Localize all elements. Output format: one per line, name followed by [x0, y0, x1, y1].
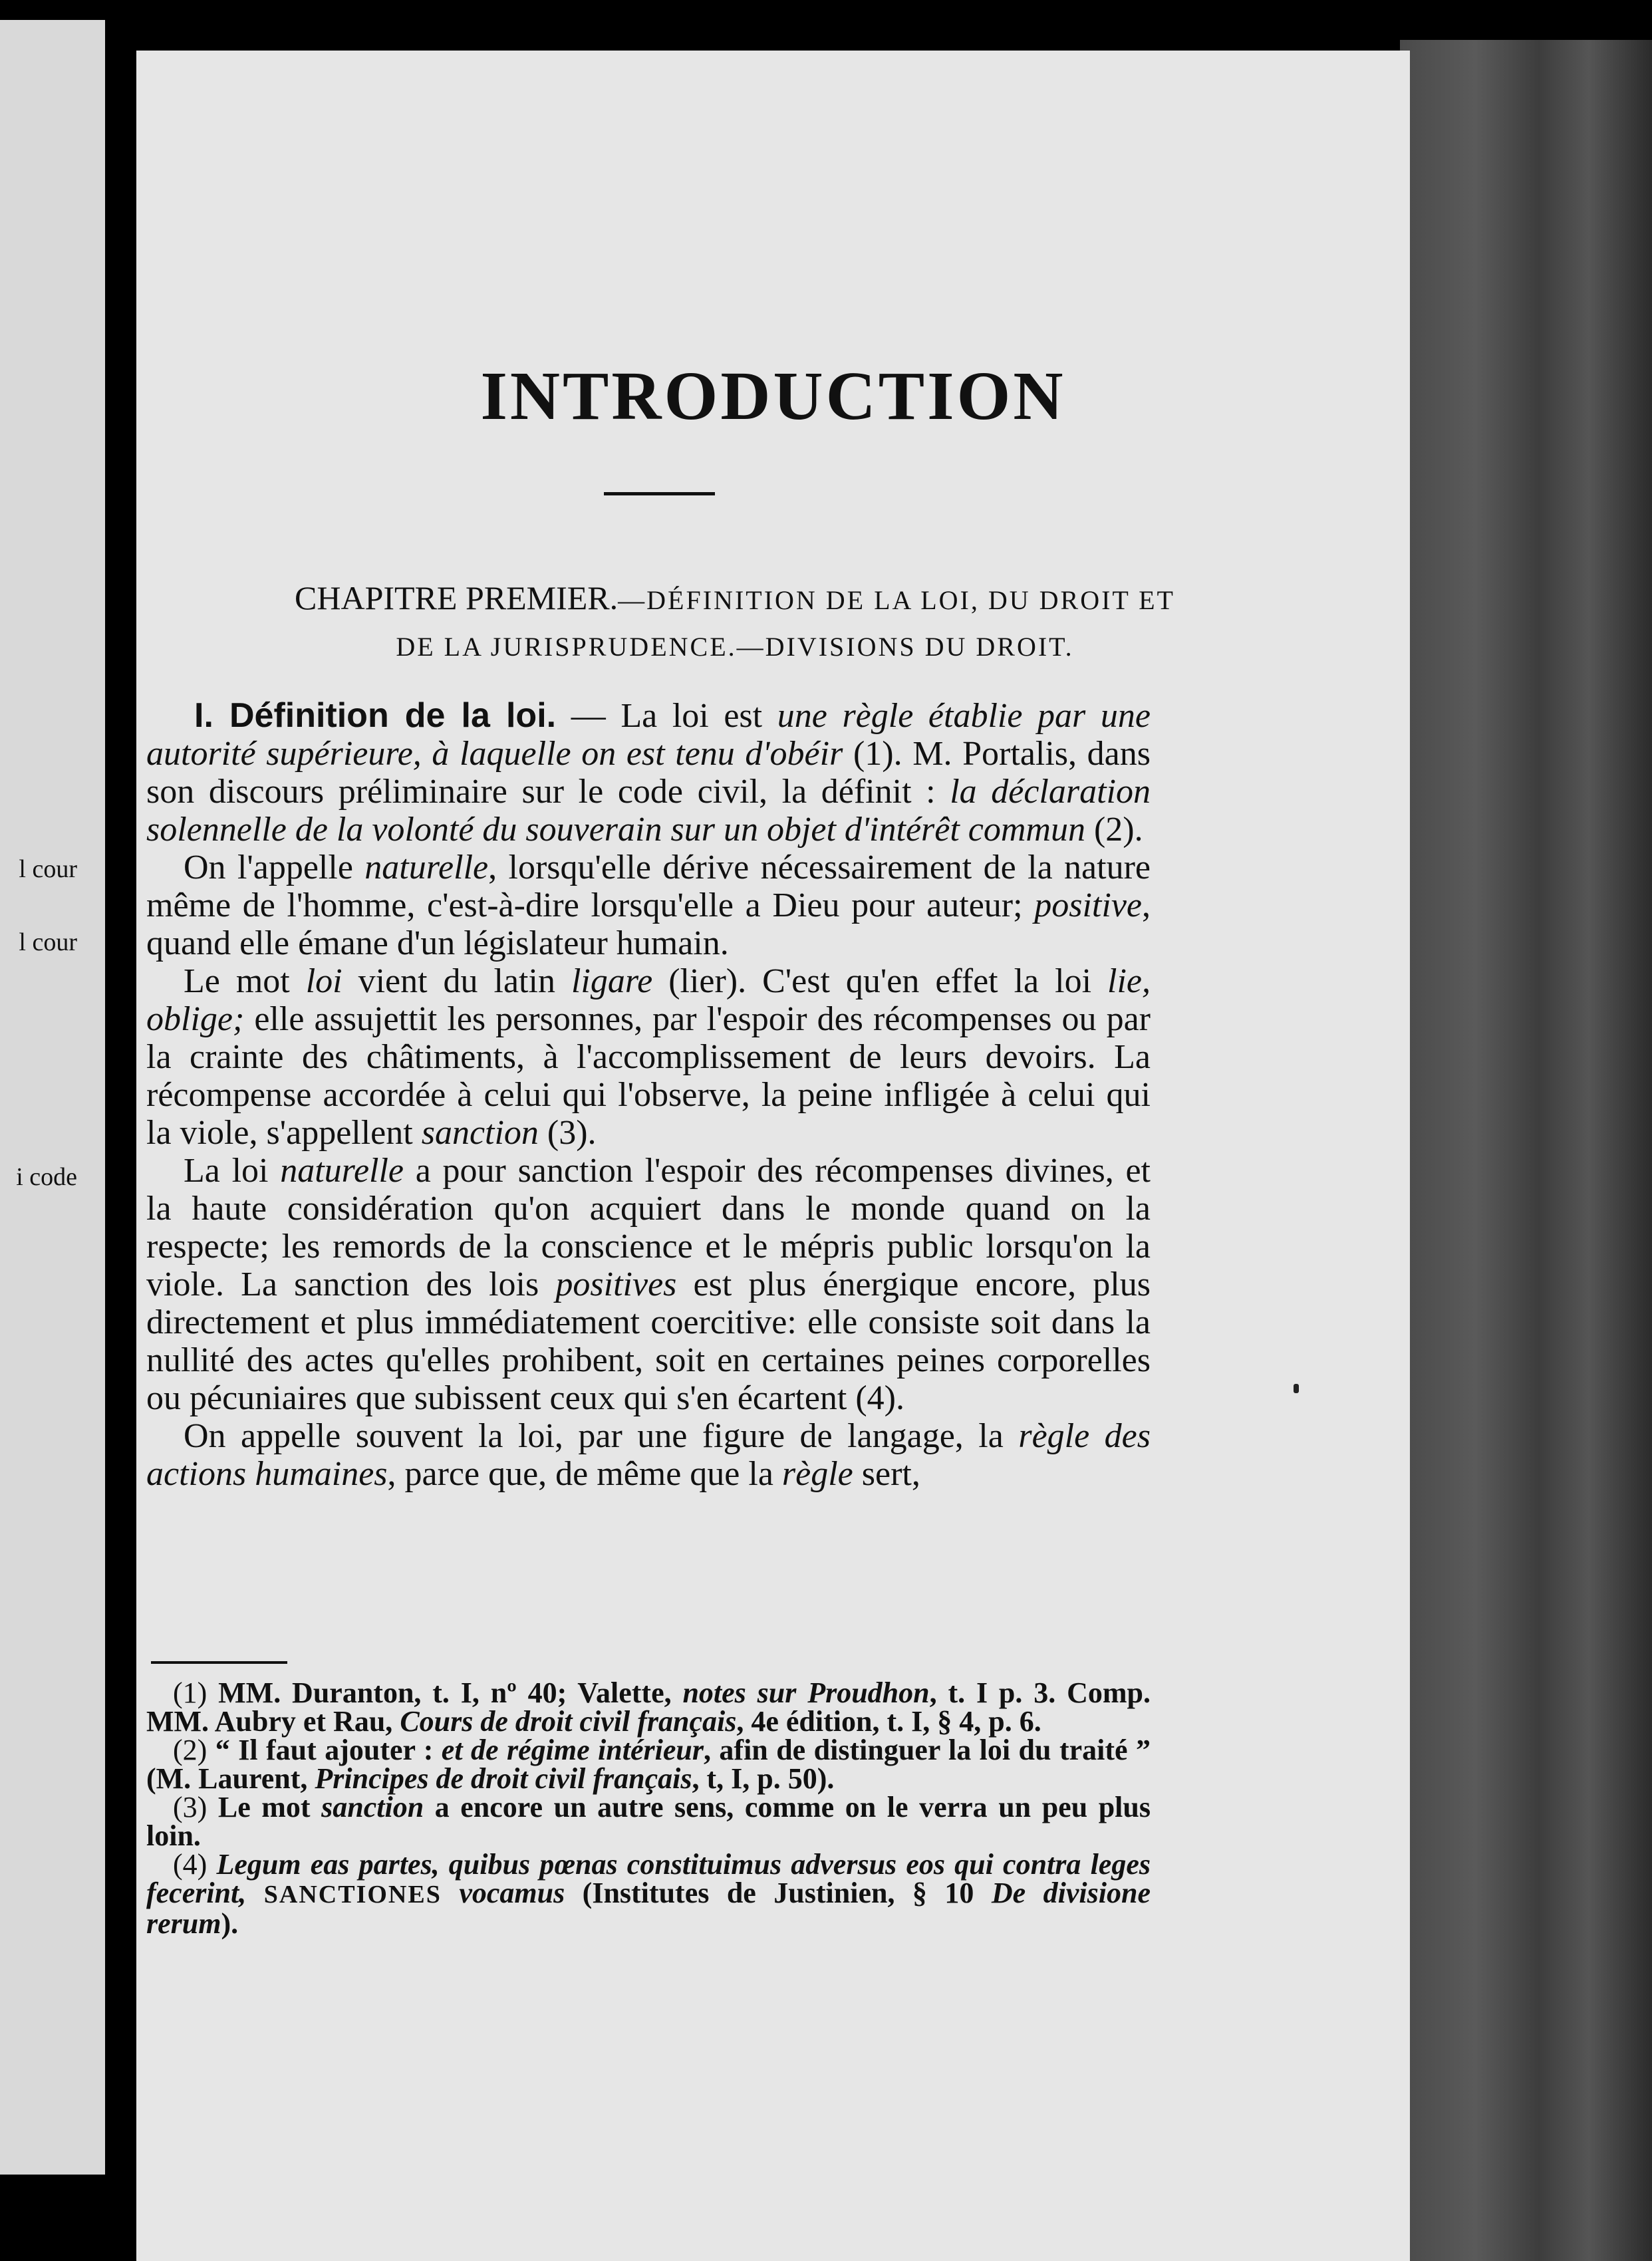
- small-caps-run: SANCTIONES: [263, 1881, 442, 1909]
- paragraph-natural-positive: [146, 849, 1151, 962]
- facing-page-fragment: i code: [16, 1163, 77, 1191]
- italic-run: et de régime intérieur: [441, 1734, 704, 1766]
- paragraph-sanction: [146, 1152, 1151, 1417]
- italic-run: naturelle: [280, 1152, 404, 1190]
- text-run: , lorsqu'elle dérive nécessairement de la nature même de l'homme, c'est-à-dire lorsqu'elle a Dieu pour auteur;: [146, 849, 1151, 924]
- text-run: ).: [221, 1907, 239, 1940]
- italic-run: positive: [1034, 886, 1142, 924]
- footnote-number: (1): [173, 1676, 207, 1709]
- footnotes: [146, 1678, 1151, 1938]
- scan-speck: [1294, 1384, 1299, 1393]
- footnote-number: (4): [173, 1848, 207, 1881]
- italic-run: ligare: [571, 962, 653, 1000]
- text-run: (lier). C'est qu'en effet la loi: [652, 962, 1107, 1000]
- text-run: , afin de distinguer la loi du traité ” (M. Laurent,: [146, 1734, 1151, 1795]
- text-run: “ Il faut ajouter :: [207, 1734, 442, 1766]
- italic-run: positives: [555, 1265, 677, 1303]
- italic-run: Cours de droit civil français: [400, 1705, 737, 1738]
- text-run: MM. Duranton, t. I, nº 40; Valette,: [207, 1676, 683, 1709]
- italic-run: vocamus: [441, 1877, 565, 1909]
- footnote-divider: [151, 1661, 287, 1664]
- facing-page-fragment: l cour: [19, 855, 77, 883]
- chapter-title-line2: DE LA JURISPRUDENCE.—DIVISIONS DU DROIT.: [396, 632, 1074, 662]
- italic-run: De divisione rerum: [146, 1877, 1151, 1940]
- italic-run: naturelle: [364, 849, 489, 886]
- text-run: , quand elle émane d'un législateur humain.: [146, 886, 1151, 962]
- text-run: (Institutes de Justinien, § 10: [565, 1877, 992, 1909]
- text-run: a pour sanction l'espoir des récompenses divines, et la haute considération qu'on acquiert dans le monde quand on la respecte; les remords de la conscience et le mépris public lorsqu'on la viole. La sanction des lois: [146, 1152, 1151, 1303]
- italic-run: une règle établie par une autorité supérieure, à laquelle on est tenu d'obéir: [146, 697, 1151, 773]
- italic-run: lie, oblige;: [146, 962, 1151, 1038]
- facing-page-fragment: l cour: [19, 928, 77, 956]
- text-run: est plus énergique encore, plus directement et plus immédiatement coercitive: elle consiste soit dans la nullité des actes qu'elles prohibent, soit en certaines peines corporelles ou pécuniaires que subissent ceux qui s'en écartent (4).: [146, 1265, 1151, 1417]
- text-run: La loi: [184, 1152, 281, 1190]
- italic-run: notes sur Proudhon: [682, 1676, 930, 1709]
- text-run: a encore un autre sens, comme on le verra un peu plus loin.: [146, 1791, 1151, 1852]
- text-run: , t. I p. 3. Comp. MM. Aubry et Rau,: [146, 1676, 1151, 1738]
- italic-run: règle des actions humaines: [146, 1417, 1151, 1493]
- text-run: Le mot: [207, 1791, 322, 1823]
- title-divider: [604, 492, 715, 495]
- italic-run: loi: [305, 962, 343, 1000]
- paragraph-etymology: [146, 962, 1151, 1152]
- footnote-4: [146, 1850, 1151, 1938]
- paragraph-definition: [146, 697, 1151, 849]
- italic-run: Legum eas partes, quibus pœnas constituimus adversus eos qui contra leges fecerint,: [146, 1848, 1151, 1909]
- text-run: vient du latin: [342, 962, 571, 1000]
- text-run: (3).: [538, 1114, 597, 1152]
- text-run: On l'appelle: [184, 849, 365, 886]
- italic-run: sanction: [421, 1114, 539, 1152]
- text-run: (2).: [1085, 811, 1143, 849]
- chapter-heading: [156, 576, 1313, 669]
- section-heading: I. Définition de la loi.: [194, 696, 557, 735]
- footnote-number: (2): [173, 1734, 207, 1766]
- text-run: , parce que, de même que la: [387, 1455, 782, 1493]
- book-binding-edge: [1400, 40, 1652, 2261]
- text-run: , 4e édition, t. I, § 4, p. 6.: [736, 1705, 1041, 1738]
- text-run: — La loi est: [556, 697, 777, 735]
- page-title: INTRODUCTION: [480, 358, 1066, 434]
- italic-run: Principes de droit civil français: [315, 1762, 692, 1795]
- footnote-1: [146, 1678, 1151, 1736]
- footnote-2: [146, 1736, 1151, 1793]
- paragraph-rule: [146, 1417, 1151, 1493]
- text-run: On appelle souvent la loi, par une figure de langage, la: [184, 1417, 1019, 1455]
- body-text: [146, 697, 1151, 1493]
- text-run: , t, I, p. 50).: [692, 1762, 835, 1795]
- italic-run: règle: [781, 1455, 853, 1493]
- book-page: [136, 51, 1410, 2261]
- text-run: (1). M. Portalis, dans son discours préliminaire sur le code civil, la définit :: [146, 735, 1151, 811]
- text-run: elle assujettit les personnes, par l'espoir des récompenses ou par la crainte des châtiments, à l'accomplissement de leurs devoirs. La récompense accordée à celui qui l'observe, la peine infligée à celui qui la viole, s'appellent: [146, 1000, 1151, 1152]
- italic-run: la déclaration solennelle de la volonté du souverain sur un objet d'intérêt commun: [146, 773, 1151, 849]
- chapter-title-line1: —DÉFINITION DE LA LOI, DU DROIT ET: [618, 585, 1175, 615]
- chapter-number: CHAPITRE PREMIER.: [295, 579, 619, 616]
- facing-page-edge: [0, 20, 105, 2175]
- text-run: Le mot: [184, 962, 306, 1000]
- text-run: sert,: [853, 1455, 920, 1493]
- footnote-number: (3): [173, 1791, 207, 1823]
- italic-run: sanction: [321, 1791, 424, 1823]
- footnote-3: [146, 1793, 1151, 1850]
